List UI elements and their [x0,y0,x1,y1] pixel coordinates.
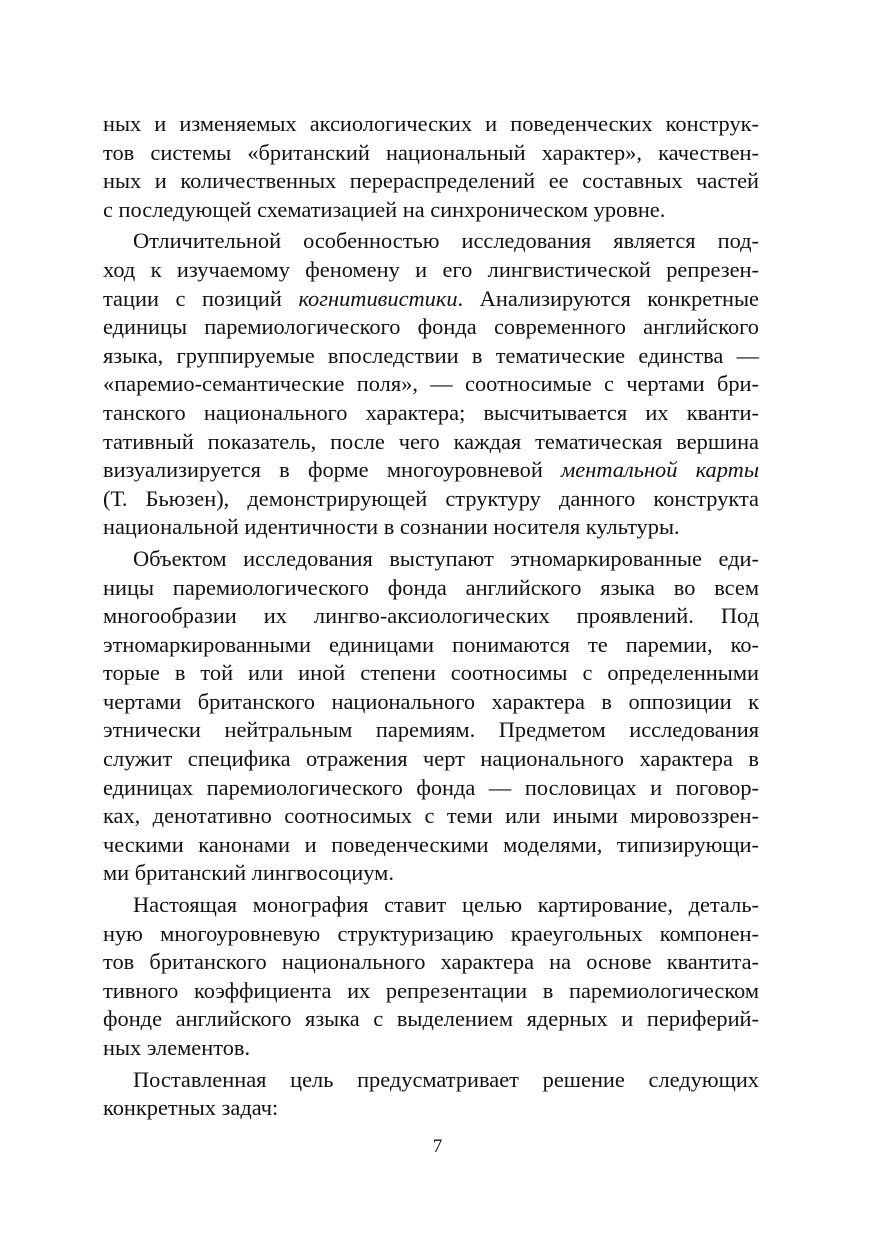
text-run: ницы паремиологического фонда английского языка во всем [103,574,759,600]
paragraph [103,1066,759,1123]
paragraph [103,545,759,888]
text-line [103,139,759,168]
text-run: визуализируется в форме многоуровневой [103,457,562,483]
text-run: Поставленная цель предусматривает решение следующих [133,1066,759,1092]
text-line [103,256,759,285]
text-line [103,1005,759,1034]
text-run: ных элементов. [103,1035,251,1060]
text-line [103,545,759,574]
text-run: служит специфика отражения черт национального характера в [103,746,759,772]
text-line [103,574,759,603]
text-line [103,745,759,774]
text-line [103,513,759,542]
text-run: этнически нейтральным паремиям. Предметом исследования [103,717,759,743]
text-line [103,716,759,745]
text-run: «паремио-семантические поля», — соотносимые с чертами бри- [103,371,759,397]
text-run: многообразии их лингво-аксиологических проявлений. Под [103,603,759,629]
page-number: 7 [432,1136,443,1157]
text-line [103,342,759,371]
text-run: тов британского национального характера на основе квантита- [103,949,759,975]
text-run: ную многоуровневую структуризацию краеугольных компонен- [103,920,759,946]
text-run: торые в той или иной степени соотносимы с определенными [103,660,759,686]
text-line [103,485,759,514]
text-run: единицах паремиологического фонда — пословицах и поговор- [103,774,759,800]
text-line [103,948,759,977]
text-line [103,399,759,428]
text-line [103,659,759,688]
text-run: единицы паремиологического фонда современного английского [103,314,759,340]
text-run: тов системы «британский национальный характер», качествен- [103,139,759,165]
text-run: ных и изменяемых аксиологических и поведенческих конструк- [103,111,759,136]
text-line [103,774,759,803]
text-run: ческими канонами и поведенческими моделями, типизирующи- [103,831,759,857]
text-run: . Анализируются конкретные [457,285,759,311]
text-line [103,456,759,485]
text-line [103,602,759,631]
text-line [103,110,759,139]
text-line [103,631,759,660]
text-run: ми британский лингвосоциум. [103,860,394,886]
text-line [103,370,759,399]
text-run: тативный показатель, после чего каждая тематическая вершина [103,428,759,454]
italic-term: ментальной карты [561,457,759,483]
paragraph [103,227,759,542]
text-run: Настоящая монография ставит целью картирование, деталь- [133,892,759,918]
text-line [103,831,759,860]
text-run: с последующей схематизацией на синхроническом уровне. [103,196,666,222]
text-run: (Т. Бьюзен), демонстрирующей структуру данного конструкта [103,485,759,511]
text-run: ход к изучаемому феномену и его лингвистической репрезен- [103,256,759,282]
text-line [103,227,759,256]
text-run: Объектом исследования выступают этномаркированные еди- [133,545,759,571]
text-line [103,428,759,457]
text-line [103,920,759,949]
text-run: ках, денотативно соотносимых с теми или иными мировоззрен- [103,803,759,829]
text-line [103,313,759,342]
text-run: тивного коэффициента их репрезентации в паремиологическом [103,977,759,1003]
text-run: Отличительной особенностью исследования является под- [133,228,759,254]
text-line [103,891,759,920]
text-run: чертами британского национального характера в оппозиции к [103,688,759,714]
italic-term: когнитивистики [298,285,458,311]
text-line [103,688,759,717]
text-line [103,802,759,831]
text-run: танского национального характера; высчитывается их кванти- [103,399,759,425]
text-run: национальной идентичности в сознании носителя культуры. [103,514,680,540]
text-line [103,859,759,888]
text-line [103,285,759,314]
text-line [103,1034,759,1063]
text-line [103,977,759,1006]
text-run: языка, группируемые впоследствии в тематические единства — [103,342,759,368]
text-line [103,1094,759,1123]
text-line [103,196,759,225]
text-line [103,1066,759,1095]
text-run: конкретных задач: [103,1095,279,1121]
text-run: этномаркированными единицами понимаются те паремии, ко- [103,631,759,657]
text-run: ных и количественных перераспределений ее составных частей [103,168,759,194]
text-run: тации с позиций [103,285,299,311]
paragraph [103,891,759,1063]
text-line [103,167,759,196]
paragraph [103,110,759,224]
body-text [103,110,759,1123]
text-run: фонде английского языка с выделением ядерных и периферий- [103,1006,759,1032]
